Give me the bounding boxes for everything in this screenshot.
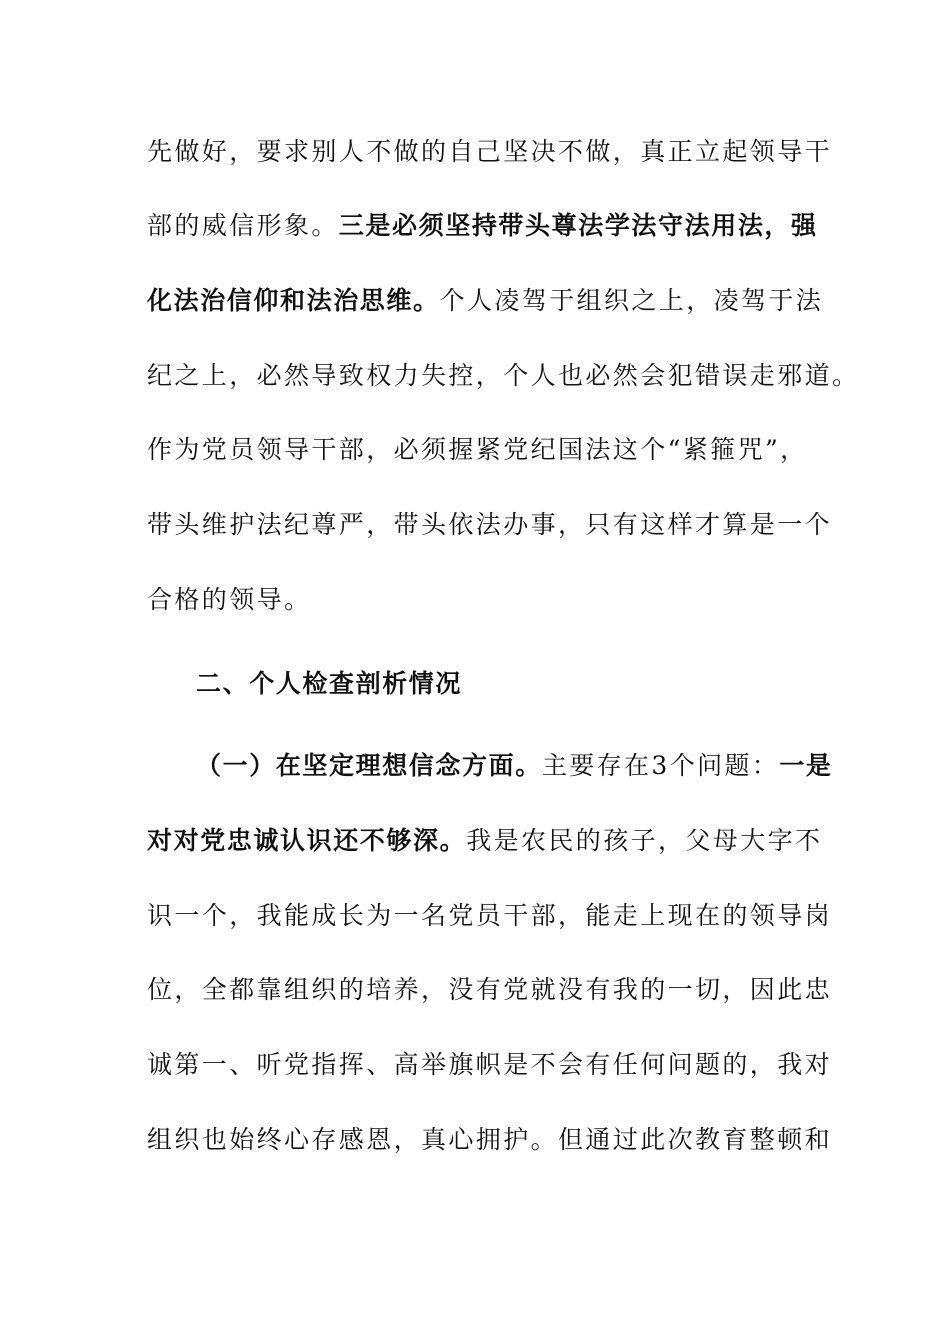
text-span: 主要存在3个问题： <box>541 751 780 780</box>
bold-text-span: （一）在坚定理想信念方面。 <box>196 751 542 780</box>
text-span: 合格的领导。 <box>147 585 312 614</box>
paragraph-line <box>147 1120 833 1160</box>
text-span: 诚第一、听党指挥、高举旗帜是不会有任何问题的，我对 <box>147 1050 833 1079</box>
text-span: 部的威信形象。 <box>147 211 339 240</box>
paragraph-line <box>147 896 833 936</box>
paragraph-line <box>147 505 833 545</box>
paragraph-line <box>147 132 833 172</box>
paragraph-line <box>147 356 860 396</box>
text-span: 作为党员领导干部，必须握紧党纪国法这个“紧箍咒”， <box>147 435 808 464</box>
paragraph-line <box>147 430 827 470</box>
paragraph-line <box>147 1045 833 1085</box>
text-span: 带头维护法纪尊严，带头依法办事，只有这样才算是一个 <box>147 510 833 539</box>
bold-text-span: 对对党忠诚认识还不够深。 <box>147 826 467 855</box>
paragraph-line <box>147 580 827 620</box>
text-span: 位，全都靠组织的培养，没有党就没有我的一切，因此忠 <box>147 975 833 1004</box>
paragraph-line <box>147 821 827 861</box>
bold-text-span: 化法治信仰和法治思维。 <box>147 286 440 315</box>
bold-text-span: 一是 <box>779 751 833 780</box>
bold-text-span: 二、个人检查剖析情况 <box>196 669 463 698</box>
text-span: 组织也始终心存感恩，真心拥护。但通过此次教育整顿和 <box>147 1125 833 1154</box>
text-span: 识一个，我能成长为一名党员干部，能走上现在的领导岗 <box>147 901 833 930</box>
text-span: 先做好，要求别人不做的自己坚决不做，真正立起领导干 <box>147 137 833 166</box>
text-span: 纪之上，必然导致权力失控，个人也必然会犯错误走邪道。 <box>147 361 860 390</box>
text-span: 我是农民的孩子，父母大字不 <box>466 826 823 855</box>
bold-text-span: 三是必须坚持带头尊法学法守法用法，强 <box>338 211 818 240</box>
paragraph-line <box>196 746 876 786</box>
section-heading <box>196 664 876 704</box>
paragraph-line <box>147 281 827 321</box>
paragraph-line <box>147 206 827 246</box>
text-span: 个人凌驾于组织之上，凌驾于法 <box>439 286 824 315</box>
paragraph-line <box>147 970 833 1010</box>
